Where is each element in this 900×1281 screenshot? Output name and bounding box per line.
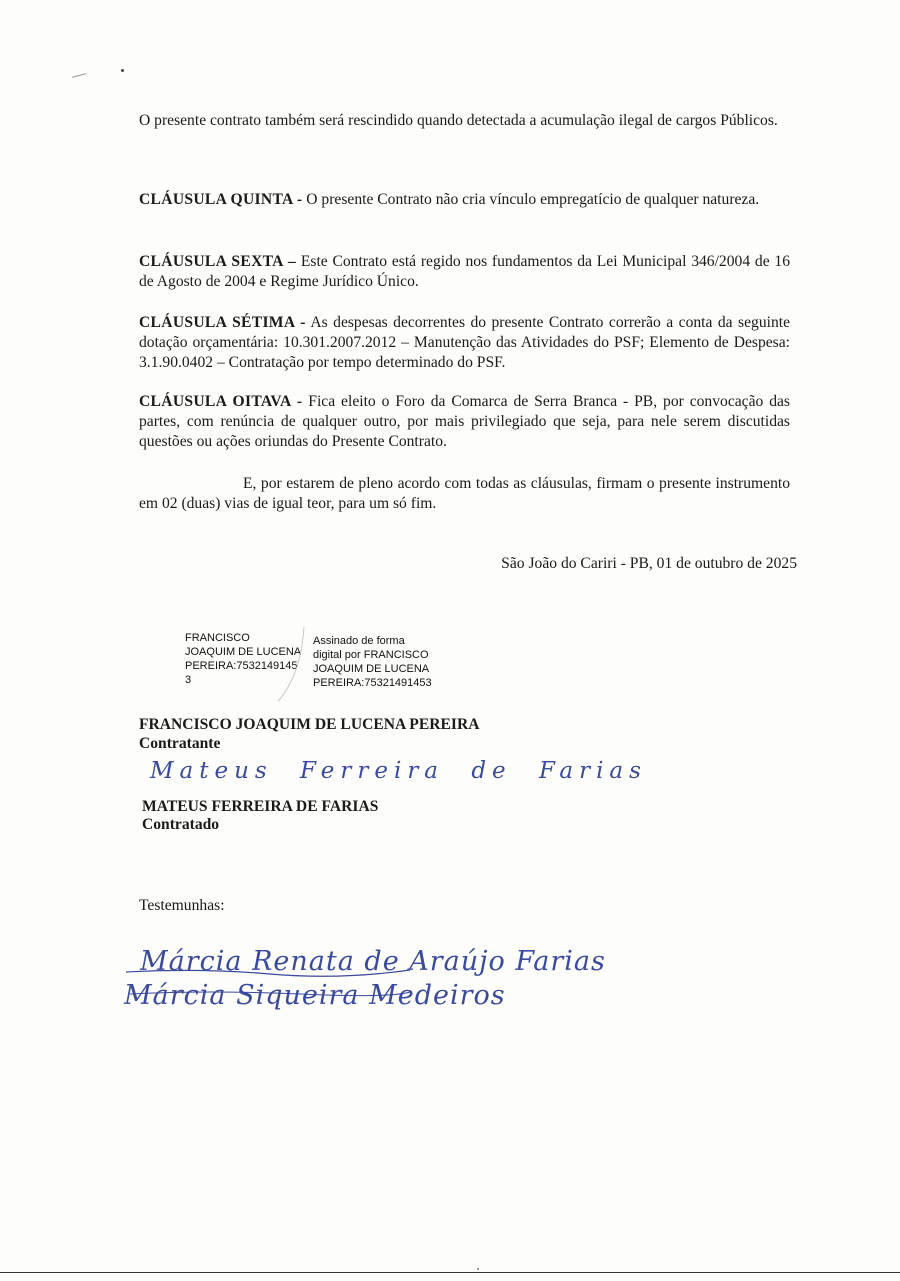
contracted-name: MATEUS FERREIRA DE FARIAS xyxy=(142,798,379,815)
clause-fifth xyxy=(139,190,790,210)
witness-signature-1: Márcia Renata de Araújo Farias xyxy=(140,946,606,977)
clause-eighth-text: Fica eleito o Foro da Comarca de Serra Branca - PB, por convocação das partes, com renúncia de qualquer outro, por mais privilegiado que seja, para nele serem discutidas questões ou ações oriundas do Presente Contrato. xyxy=(139,393,791,450)
digital-signature-line: Assinado de forma xyxy=(313,635,405,647)
witness-signature-2: Márcia Siqueira Medeiros xyxy=(124,980,506,1011)
clause-seventh xyxy=(139,313,790,373)
rescission-paragraph: O presente contrato também será rescindido quando detectada a acumulação ilegal de cargos Públicos. xyxy=(139,112,778,129)
contracted-handwritten-signature: Mateus Ferreira de Farias xyxy=(150,758,647,784)
digital-signature-line: digital por FRANCISCO xyxy=(313,649,429,661)
clause-seventh-text: As despesas decorrentes do presente Contrato correrão a conta da seguinte dotação orçamentária: 10.301.2007.2012 – Manutenção das Atividades do PSF; Elemento de Despesa: 3.1.90.0402 – Contratação por tempo determinado do PSF. xyxy=(139,314,791,371)
scan-edge xyxy=(0,1272,900,1273)
scan-speck xyxy=(477,1268,479,1270)
clause-seventh-title: CLÁUSULA SÉTIMA - xyxy=(139,314,306,331)
witnesses-label: Testemunhas: xyxy=(139,897,225,914)
closing-paragraph: E, por estarem de pleno acordo com todas as cláusulas, firmam o presente instrumento em 02 (duas) vias de igual teor, para um só fim. xyxy=(139,475,790,512)
clause-fifth-title: CLÁUSULA QUINTA - xyxy=(139,191,303,208)
digital-signature-line: PEREIRA:75321491453 xyxy=(313,677,432,689)
clause-sixth-text: Este Contrato está regido nos fundamentos da Lei Municipal 346/2004 de 16 de Agosto de 2004 e Regime Jurídico Único. xyxy=(139,253,790,290)
scan-speck xyxy=(121,69,124,72)
digital-signature-line: JOAQUIM DE LUCENA xyxy=(313,663,430,675)
clause-eighth xyxy=(139,392,790,452)
scan-speck xyxy=(72,73,86,78)
place-date: São João do Cariri - PB, 01 de outubro de 2025 xyxy=(501,555,797,572)
digital-signature-mark xyxy=(272,625,312,705)
digital-signature-line: 3 xyxy=(185,674,192,686)
contracted-role: Contratado xyxy=(142,816,220,833)
digital-signature-line: JOAQUIM DE LUCENA xyxy=(185,646,302,658)
clause-eighth-title: CLÁUSULA OITAVA - xyxy=(139,393,303,410)
witness-underline xyxy=(120,960,420,1000)
contractor-role: Contratante xyxy=(139,735,221,752)
digital-signature-right xyxy=(313,634,432,690)
contractor-name: FRANCISCO JOAQUIM DE LUCENA PEREIRA xyxy=(139,716,480,733)
digital-signature-line: FRANCISCO xyxy=(185,632,250,644)
clause-fifth-text: O presente Contrato não cria vínculo empregatício de qualquer natureza. xyxy=(302,191,760,208)
clause-sixth xyxy=(139,252,790,292)
digital-signature-line: PEREIRA:7532149145 xyxy=(185,660,298,672)
clause-sixth-title: CLÁUSULA SEXTA – xyxy=(139,253,297,270)
